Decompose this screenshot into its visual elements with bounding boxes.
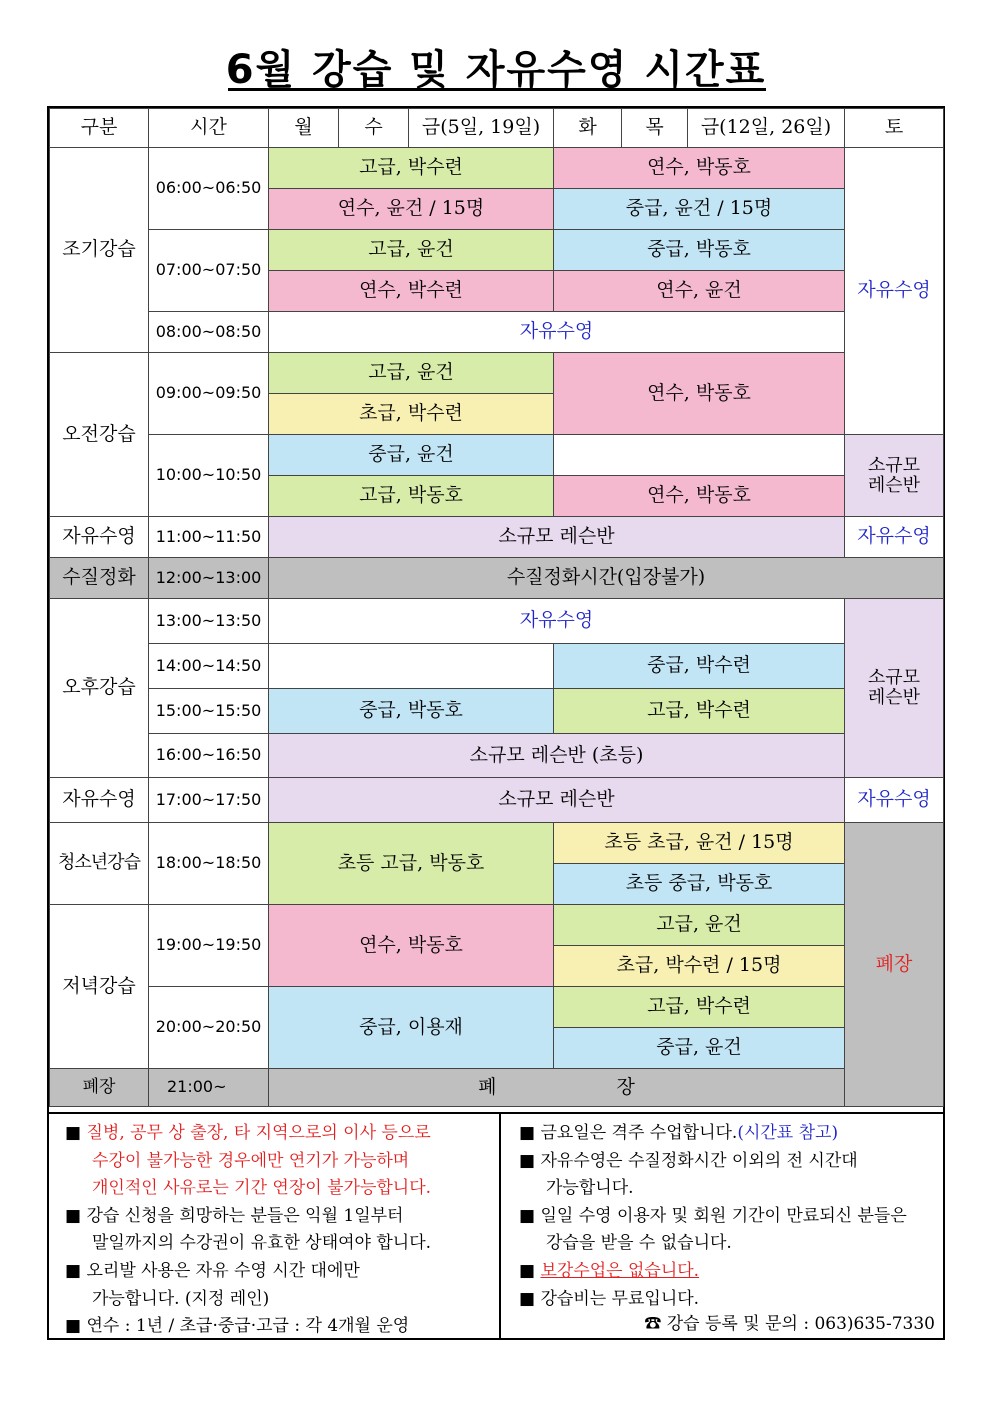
time-cell: 17:00~17:50 bbox=[149, 778, 269, 823]
class-cell: 초등 초급, 윤건 / 15명 bbox=[554, 823, 845, 864]
class-cell: 고급, 박수련 bbox=[554, 689, 845, 734]
bullet: ■ bbox=[65, 1123, 82, 1143]
table-row bbox=[50, 1069, 944, 1107]
notes-left bbox=[49, 1114, 501, 1340]
time-cell: 20:00~20:50 bbox=[149, 987, 269, 1069]
sat-small-class-label: 소규모 레슨반 bbox=[867, 454, 921, 496]
free-swim-cell: 자유수영 bbox=[269, 599, 845, 644]
time-cell: 10:00~10:50 bbox=[149, 435, 269, 517]
class-cell: 고급, 박수련 bbox=[554, 987, 845, 1028]
table-row bbox=[50, 778, 944, 823]
note-line: 말일까지의 수강권이 유효한 상태여야 합니다. bbox=[92, 1233, 432, 1254]
free-swim-cell: 자유수영 bbox=[269, 312, 845, 353]
class-cell: 고급, 박동호 bbox=[269, 476, 554, 517]
empty-cell bbox=[554, 435, 845, 476]
small-class-cell: 소규모 레슨반 bbox=[269, 517, 845, 558]
table-row bbox=[50, 823, 944, 864]
water-cleaning-cell: 수질정화시간(입장불가) bbox=[269, 558, 944, 599]
class-cell: 중급, 박동호 bbox=[554, 230, 845, 271]
class-cell: 연수, 윤건 bbox=[554, 271, 845, 312]
time-cell: 11:00~11:50 bbox=[149, 517, 269, 558]
class-cell: 초등 고급, 박동호 bbox=[269, 823, 554, 905]
sat-free-swim: 자유수영 bbox=[845, 778, 944, 823]
bullet: ■ bbox=[519, 1288, 536, 1309]
table-row bbox=[50, 644, 944, 689]
sat-free-swim: 자유수영 bbox=[845, 517, 944, 558]
note-text: 오리발 사용은 자유 수영 시간 대에만 bbox=[86, 1260, 360, 1281]
note-line bbox=[65, 1120, 499, 1148]
class-cell: 연수, 박동호 bbox=[554, 148, 845, 189]
class-cell: 연수, 박동호 bbox=[554, 353, 845, 435]
note-text: 강습비는 무료입니다. bbox=[540, 1288, 700, 1309]
class-cell: 중급, 윤건 bbox=[554, 1028, 845, 1069]
contact-info: ☎ 강습 등록 및 문의 : 063)635-7330 bbox=[644, 1314, 935, 1334]
time-cell: 13:00~13:50 bbox=[149, 599, 269, 644]
header-fri2: 금(12일, 26일) bbox=[688, 109, 845, 148]
section-close: 폐장 bbox=[50, 1069, 149, 1107]
page-title: 6월 강습 및 자유수영 시간표 bbox=[225, 47, 767, 93]
class-cell: 연수, 박수련 bbox=[269, 271, 554, 312]
table-row bbox=[50, 599, 944, 644]
note-text-ref: (시간표 참고) bbox=[737, 1123, 839, 1143]
header-category: 구분 bbox=[50, 109, 149, 148]
note-line bbox=[65, 1258, 499, 1286]
header-tue: 화 bbox=[554, 109, 622, 148]
class-cell: 고급, 박수련 bbox=[269, 148, 554, 189]
time-cell: 19:00~19:50 bbox=[149, 905, 269, 987]
schedule-sheet bbox=[47, 106, 945, 1340]
header-fri1: 금(5일, 19일) bbox=[409, 109, 554, 148]
time-cell: 16:00~16:50 bbox=[149, 734, 269, 778]
bullet: ■ bbox=[65, 1205, 82, 1226]
note-text: 보강수업은 없습니다. bbox=[540, 1260, 700, 1281]
table-row bbox=[50, 734, 944, 778]
bullet: ■ bbox=[519, 1123, 536, 1143]
bullet: ■ bbox=[65, 1316, 82, 1337]
title-underline bbox=[228, 88, 766, 91]
note-line bbox=[519, 1203, 943, 1231]
bullet: ■ bbox=[519, 1205, 536, 1226]
table-row bbox=[50, 905, 944, 946]
bullet: ■ bbox=[519, 1260, 536, 1281]
note-text: 금요일은 격주 수업합니다. bbox=[540, 1123, 738, 1143]
time-cell: 18:00~18:50 bbox=[149, 823, 269, 905]
section-water: 수질정화 bbox=[50, 558, 149, 599]
table-row bbox=[50, 312, 944, 353]
small-class-cell: 소규모 레슨반 (초등) bbox=[269, 734, 845, 778]
class-cell: 중급, 박수련 bbox=[554, 644, 845, 689]
time-cell: 07:00~07:50 bbox=[149, 230, 269, 312]
class-cell: 연수, 박동호 bbox=[554, 476, 845, 517]
notes-section bbox=[49, 1112, 943, 1340]
section-early: 조기강습 bbox=[50, 148, 149, 353]
notes-right bbox=[501, 1114, 943, 1340]
time-cell: 06:00~06:50 bbox=[149, 148, 269, 230]
closed-char-1: 폐 bbox=[478, 1075, 497, 1098]
closed-char-2: 장 bbox=[616, 1075, 635, 1098]
section-morning: 오전강습 bbox=[50, 353, 149, 517]
time-cell: 21:00~ bbox=[149, 1069, 269, 1107]
class-cell: 중급, 이용재 bbox=[269, 987, 554, 1069]
header-mon: 월 bbox=[269, 109, 339, 148]
bullet: ■ bbox=[519, 1150, 536, 1171]
closed-cell bbox=[269, 1069, 845, 1107]
timetable bbox=[49, 108, 944, 1107]
class-cell: 중급, 윤건 bbox=[269, 435, 554, 476]
time-cell: 15:00~15:50 bbox=[149, 689, 269, 734]
sat-small-class-label: 소규모 레슨반 bbox=[867, 667, 921, 708]
small-class-cell: 소규모 레슨반 bbox=[269, 778, 845, 823]
note-line: 가능합니다. (지정 레인) bbox=[92, 1288, 270, 1309]
header-time: 시간 bbox=[149, 109, 269, 148]
note-line bbox=[65, 1313, 499, 1341]
section-afternoon: 오후강습 bbox=[50, 599, 149, 778]
time-cell: 14:00~14:50 bbox=[149, 644, 269, 689]
time-cell: 12:00~13:00 bbox=[149, 558, 269, 599]
header-wed: 수 bbox=[339, 109, 409, 148]
header-row bbox=[50, 109, 944, 148]
section-youth: 청소년강습 bbox=[50, 823, 149, 905]
note-line: 강습을 받을 수 없습니다. bbox=[546, 1233, 732, 1254]
class-cell: 연수, 박동호 bbox=[269, 905, 554, 987]
table-row bbox=[50, 689, 944, 734]
section-free: 자유수영 bbox=[50, 778, 149, 823]
class-cell: 초급, 박수련 bbox=[269, 394, 554, 435]
header-sat: 토 bbox=[845, 109, 944, 148]
class-cell: 중급, 박동호 bbox=[269, 689, 554, 734]
note-line bbox=[65, 1203, 499, 1231]
header-thu: 목 bbox=[622, 109, 688, 148]
note-text: 질병, 공무 상 출장, 타 지역으로의 이사 등으로 bbox=[86, 1123, 431, 1143]
class-cell: 초급, 박수련 / 15명 bbox=[554, 946, 845, 987]
note-line bbox=[519, 1120, 943, 1148]
sat-small-class bbox=[845, 599, 944, 778]
table-row bbox=[50, 558, 944, 599]
note-text: 강습 신청을 희망하는 분들은 익월 1일부터 bbox=[86, 1205, 404, 1226]
time-cell: 09:00~09:50 bbox=[149, 353, 269, 435]
class-cell: 초등 중급, 박동호 bbox=[554, 864, 845, 905]
class-cell: 고급, 윤건 bbox=[269, 230, 554, 271]
note-text: 연수 : 1년 / 초급·중급·고급 : 각 4개월 운영 bbox=[86, 1316, 410, 1337]
class-cell: 중급, 윤건 / 15명 bbox=[554, 189, 845, 230]
sat-free-swim: 자유수영 bbox=[845, 148, 944, 435]
bullet: ■ bbox=[65, 1260, 82, 1281]
empty-cell bbox=[269, 644, 554, 689]
table-row bbox=[50, 230, 944, 271]
class-cell: 연수, 윤건 / 15명 bbox=[269, 189, 554, 230]
sat-small-class bbox=[845, 435, 944, 517]
table-row bbox=[50, 435, 944, 476]
table-row bbox=[50, 517, 944, 558]
note-text: 일일 수영 이용자 및 회원 기간이 만료되신 분들은 bbox=[540, 1205, 907, 1226]
class-cell: 고급, 윤건 bbox=[269, 353, 554, 394]
table-row bbox=[50, 353, 944, 394]
table-row bbox=[50, 148, 944, 189]
time-cell: 08:00~08:50 bbox=[149, 312, 269, 353]
note-line: 개인적인 사유로는 기간 연장이 불가능합니다. bbox=[92, 1178, 432, 1199]
table-row bbox=[50, 987, 944, 1028]
note-text: 자유수영은 수질정화시간 이외의 전 시간대 bbox=[540, 1150, 858, 1171]
class-cell: 고급, 윤건 bbox=[554, 905, 845, 946]
section-free: 자유수영 bbox=[50, 517, 149, 558]
note-line: 수강이 불가능한 경우에만 연기가 가능하며 bbox=[92, 1150, 410, 1171]
note-line bbox=[519, 1148, 943, 1176]
note-line bbox=[519, 1258, 943, 1286]
section-evening: 저녁강습 bbox=[50, 905, 149, 1069]
sat-closed: 폐장 bbox=[845, 823, 944, 1107]
note-line: 가능합니다. bbox=[546, 1178, 634, 1199]
